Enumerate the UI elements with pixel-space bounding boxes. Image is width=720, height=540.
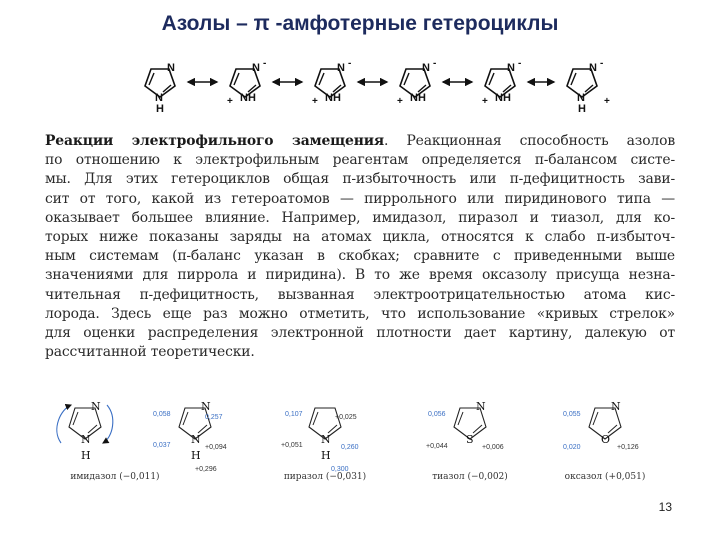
molecule-caption: пиразол (−0,031) bbox=[283, 472, 367, 482]
text-run: чительная π-дефицитность, вызванная электроотрицательностью атома кис- bbox=[45, 286, 675, 303]
atom-label: NH bbox=[240, 92, 256, 104]
charge-value: +0,051 bbox=[281, 442, 303, 449]
charge-value: +0,025 bbox=[335, 414, 357, 421]
charge-value: +0,126 bbox=[617, 444, 639, 451]
atom-label: N bbox=[321, 433, 331, 446]
resonance-structure bbox=[312, 58, 351, 107]
text-run: сит от того, какой из гетероатомов — пиррольного или пиридинового типа — bbox=[45, 190, 675, 207]
text-run: по отношению к электрофильным реагентам определяется π-балансом систе- bbox=[45, 152, 675, 169]
text-run: лорода. Здесь еще раз можно отметить, что использование «кривых стрелок» bbox=[45, 305, 675, 322]
charge-value: 0,058 bbox=[153, 411, 171, 418]
atom-label: H bbox=[191, 449, 201, 462]
charge-value: +0,094 bbox=[205, 444, 227, 451]
molecule-thiazole bbox=[426, 400, 504, 451]
text-run: торых ниже показаны заряды на атомах цикла, относятся к слабо π-избыточ- bbox=[45, 229, 675, 246]
atom-label: N bbox=[155, 92, 163, 104]
charge-value: 0,300 bbox=[331, 466, 349, 473]
text-line bbox=[45, 209, 675, 228]
charge-label: + bbox=[397, 96, 403, 107]
atom-label: N bbox=[476, 400, 486, 413]
atom-label: H bbox=[156, 103, 164, 115]
text-line bbox=[45, 132, 675, 151]
charge-value: +0,006 bbox=[482, 444, 504, 451]
atom-label: H bbox=[321, 449, 331, 462]
atom-label: N bbox=[91, 400, 101, 413]
molecule-caption: оксазол (+0,051) bbox=[564, 472, 646, 482]
resonance-structure bbox=[227, 58, 266, 107]
atom-label: N bbox=[422, 62, 430, 74]
text-run: для оценки распределения электронной плотности дает картину, далекую от bbox=[45, 325, 675, 342]
charge-label: - bbox=[348, 58, 352, 69]
charge-label: - bbox=[600, 58, 604, 69]
charge-value: 0,260 bbox=[341, 444, 359, 451]
charge-label: + bbox=[482, 96, 488, 107]
text-line bbox=[45, 324, 675, 343]
molecule-charges-row bbox=[40, 393, 700, 493]
text-run: мы. Для этих гетероциклов общая π-избыточность или π-дефицитность зави- bbox=[45, 171, 675, 188]
atom-label: N bbox=[589, 62, 597, 74]
charge-label: + bbox=[604, 96, 610, 107]
atom-label: N bbox=[337, 62, 345, 74]
molecule-pyrazole bbox=[281, 408, 359, 473]
resonance-structure bbox=[145, 62, 175, 115]
atom-label: N bbox=[191, 433, 201, 446]
text-line bbox=[45, 305, 675, 324]
curly-arrow bbox=[103, 405, 113, 443]
text-line bbox=[45, 151, 675, 170]
resonance-structures bbox=[130, 52, 610, 124]
curly-arrow bbox=[57, 405, 71, 443]
text-run: значениями для пиррола и пиридина). В то же время оксазолу присуща незна- bbox=[45, 267, 675, 284]
charge-label: + bbox=[312, 96, 318, 107]
charge-label: - bbox=[433, 58, 437, 69]
molecule-caption: тиазол (−0,002) bbox=[432, 472, 508, 482]
text-line bbox=[45, 190, 675, 209]
text-line bbox=[45, 247, 675, 266]
atom-label: N bbox=[167, 62, 175, 74]
charge-value: +0,296 bbox=[195, 466, 217, 473]
molecule-caption: имидазол (−0,011) bbox=[70, 472, 160, 482]
atom-label: N bbox=[577, 92, 585, 104]
section-heading: Реакции электрофильного замещения bbox=[45, 133, 385, 149]
text-line bbox=[45, 228, 675, 247]
text-run: ным системам (π-баланс указан в скобках; сравните с приведенными выше bbox=[45, 248, 675, 265]
charge-label: - bbox=[263, 58, 267, 69]
text-line bbox=[45, 286, 675, 305]
atom-label: N bbox=[81, 433, 91, 446]
charge-label: + bbox=[227, 96, 233, 107]
atom-label: S bbox=[466, 433, 474, 446]
atom-label: O bbox=[601, 433, 611, 446]
charge-value: 0,107 bbox=[285, 411, 303, 418]
body-text bbox=[45, 132, 675, 362]
text-line bbox=[45, 170, 675, 189]
page-number: 13 bbox=[658, 500, 672, 514]
atom-label: H bbox=[578, 103, 586, 115]
charge-value: 0,020 bbox=[563, 444, 581, 451]
charge-value: +0,044 bbox=[426, 443, 448, 450]
atom-label: N bbox=[201, 400, 211, 413]
charge-value: 0,056 bbox=[428, 411, 446, 418]
charge-value: 0,037 bbox=[153, 442, 171, 449]
atom-label: N bbox=[611, 400, 621, 413]
resonance-structure bbox=[567, 58, 610, 115]
molecule-imidazole bbox=[57, 400, 113, 462]
atom-label: H bbox=[81, 449, 91, 462]
atom-label: N bbox=[507, 62, 515, 74]
molecule-imidazole-charges bbox=[153, 400, 227, 473]
charge-value: 0,055 bbox=[563, 411, 581, 418]
text-line bbox=[45, 343, 675, 362]
charge-value: 0,257 bbox=[205, 414, 223, 421]
slide-title: Азолы – π -амфотерные гетероциклы bbox=[161, 12, 559, 35]
text-run: . Реакционная способность азолов bbox=[384, 133, 675, 149]
atom-label: NH bbox=[325, 92, 341, 104]
text-line bbox=[45, 266, 675, 285]
molecule-oxazole bbox=[563, 400, 639, 451]
atom-label: NH bbox=[495, 92, 511, 104]
atom-label: NH bbox=[410, 92, 426, 104]
resonance-structure bbox=[397, 58, 436, 107]
text-run: оказывает большее влияние. Например, имидазол, пиразол и тиазол, для ко- bbox=[45, 209, 675, 226]
charge-label: - bbox=[518, 58, 522, 69]
resonance-structure bbox=[482, 58, 521, 107]
atom-label: N bbox=[252, 62, 260, 74]
text-run: рассчитанной теоретически. bbox=[45, 344, 255, 361]
